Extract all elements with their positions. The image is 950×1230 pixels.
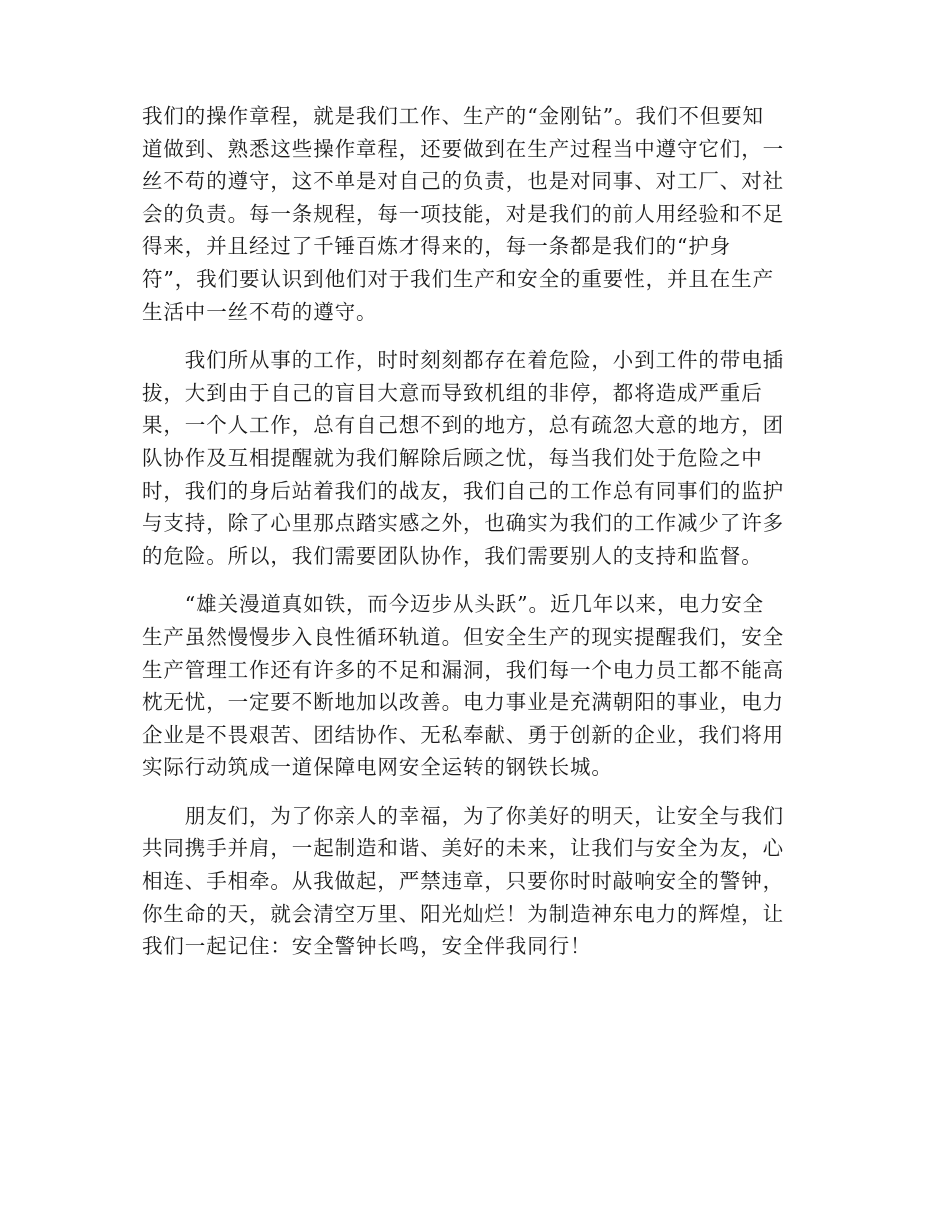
document-page [142,100,797,963]
text-line: 时，我们的身后站着我们的战友，我们自己的工作总有同事们的监护 [142,478,784,503]
text-line: 得来，并且经过了千锤百炼才得来的，每一条都是我们的“护身 [142,234,732,259]
text-line: 生产管理工作还有许多的不足和漏洞，我们每一个电力员工都不能高 [142,657,784,682]
text-line: 共同携手并肩，一起制造和谐、美好的未来，让我们与安全为友，心 [142,836,784,861]
text-line: 枕无忧，一定要不断地加以改善。电力事业是充满朝阳的事业，电力 [142,690,784,715]
text-line: 与支持，除了心里那点踏实感之外，也确实为我们的工作减少了许多 [142,511,784,536]
text-line: 我们的操作章程，就是我们工作、生产的“金刚钻”。我们不但要知 [142,104,764,128]
text-line: 生产虽然慢慢步入良性循环轨道。但安全生产的现实提醒我们，安全 [142,624,784,649]
text-line: 我们所从事的工作，时时刻刻都存在着危险，小到工件的带电插 [142,348,784,373]
text-line: 拔，大到由于自己的盲目大意而导致机组的非停，都将造成严重后 [142,380,763,405]
paragraph-2 [142,344,797,572]
text-line: 果，一个人工作，总有自己想不到的地方，总有疏忽大意的地方，团 [142,413,784,438]
text-line: 道做到、熟悉这些操作章程，还要做到在生产过程当中遵守它们，一 [142,136,784,161]
text-line: 朋友们，为了你亲人的幸福，为了你美好的明天，让安全与我们 [142,803,784,828]
paragraph-4 [142,800,797,963]
text-line: 我们一起记住：安全警钟长鸣，安全伴我同行！ [142,934,592,959]
paragraph-1 [142,100,797,328]
text-line: 丝不苟的遵守，这不单是对自己的负责，也是对同事、对工厂、对社 [142,169,784,194]
text-line: 企业是不畏艰苦、团结协作、无私奉献、勇于创新的企业，我们将用 [142,722,784,747]
text-line: 生活中一丝不苟的遵守。 [142,299,378,324]
text-line: 的危险。所以，我们需要团队协作，我们需要别人的支持和监督。 [142,543,763,568]
text-line: “雄关漫道真如铁，而今迈步从头跃”。近几年以来，电力安全 [142,592,764,617]
text-line: 你生命的天，就会清空万里、阳光灿烂！为制造神东电力的辉煌，让 [142,901,784,926]
text-line: 符”，我们要认识到他们对于我们生产和安全的重要性，并且在生产 [142,266,774,291]
text-line: 实际行动筑成一道保障电网安全运转的钢铁长城。 [142,755,613,780]
text-line: 队协作及互相提醒就为我们解除后顾之忧，每当我们处于危险之中 [142,445,763,470]
text-line: 相连、手相牵。从我做起，严禁违章，只要你时时敲响安全的警钟， [142,869,784,894]
text-line: 会的负责。每一条规程，每一项技能，对是我们的前人用经验和不足 [142,201,784,226]
paragraph-3 [142,588,797,784]
